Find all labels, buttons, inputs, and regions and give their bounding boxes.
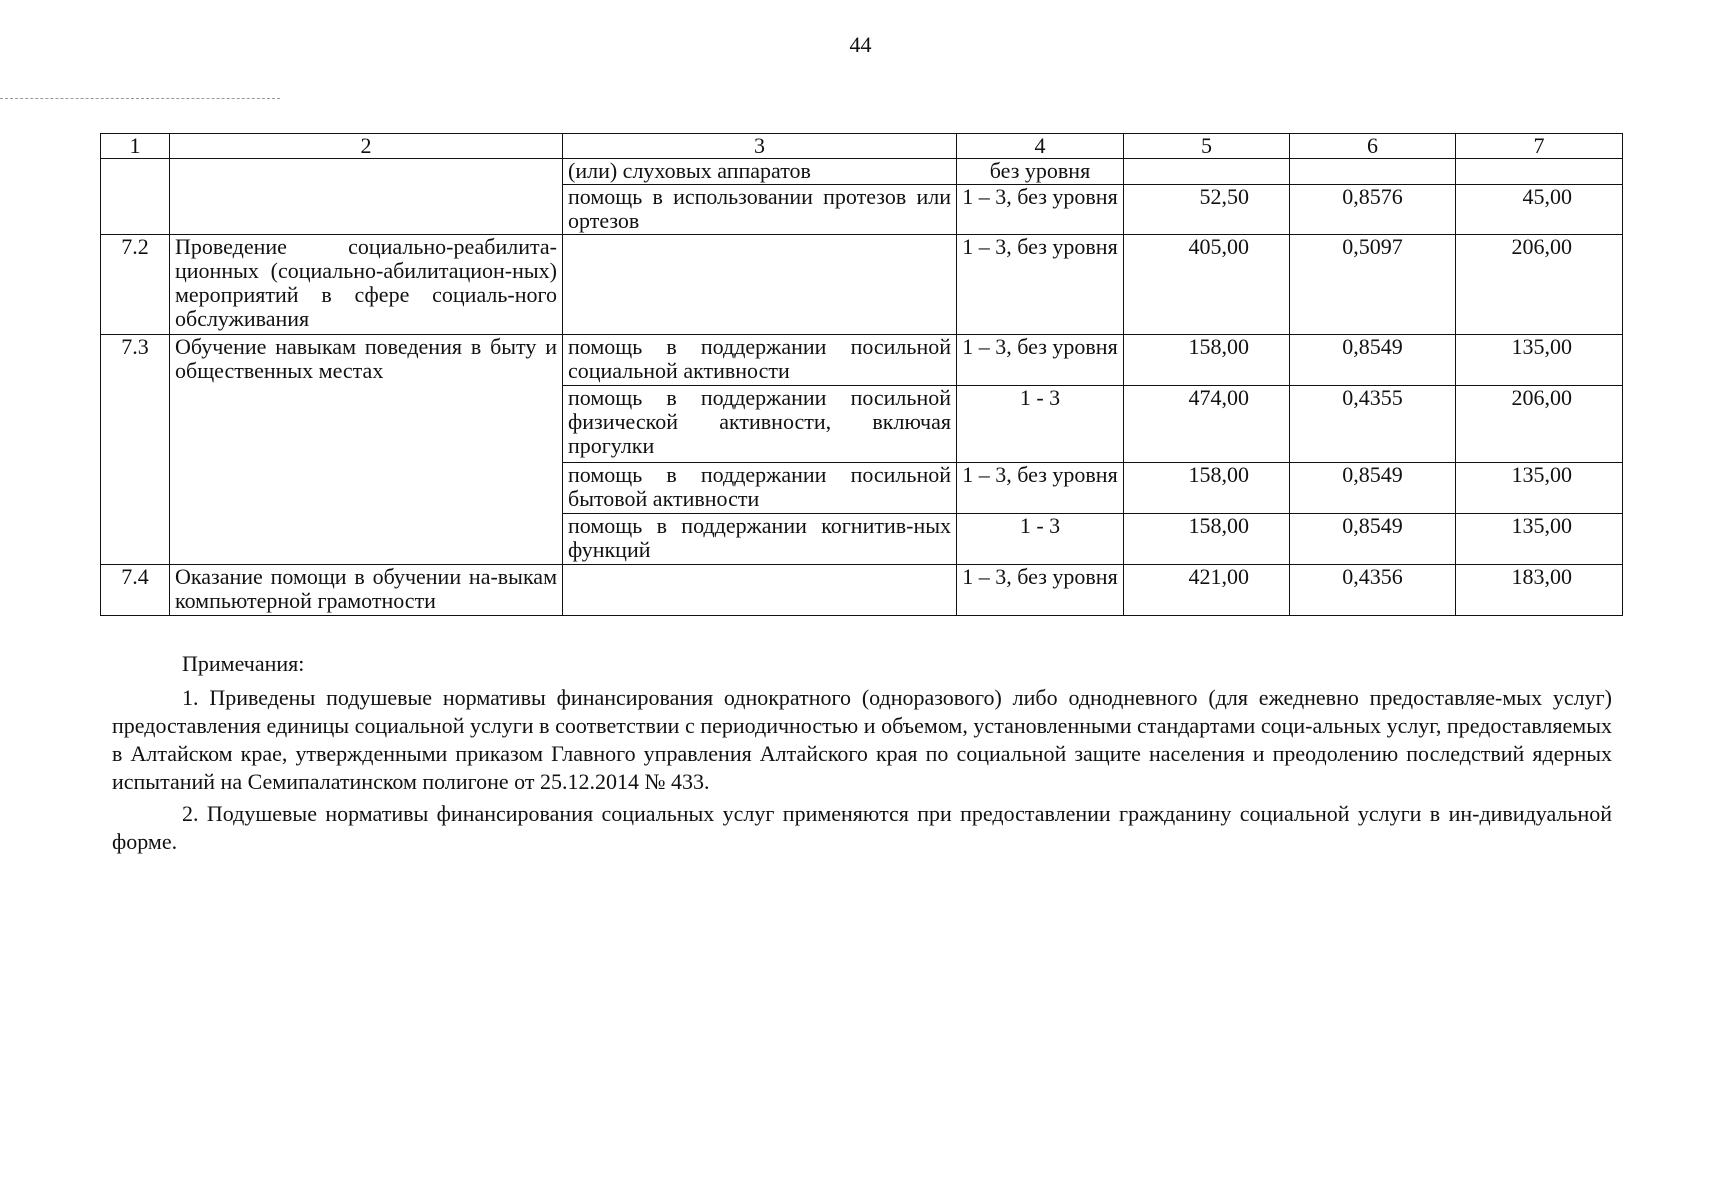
service-cell: помощь в поддержании посильной социальной активности	[563, 335, 957, 386]
service-cell: помощь в поддержании посильной бытовой активности	[563, 463, 957, 514]
item-name-cell: Оказание помощи в обучении на-выкам компьютерной грамотности	[170, 565, 563, 616]
item-number-cell: 7.2	[101, 235, 170, 335]
column-header-3: 3	[563, 134, 957, 159]
item-name-cell: Проведение социально-реабилита-ционных (социально-абилитацион-ных) мероприятий в сфере социаль-ного обслуживания	[170, 235, 563, 335]
value-col6-cell: 0,4356	[1290, 565, 1456, 616]
value-col5-cell: 158,00	[1124, 463, 1290, 514]
column-header-6: 6	[1290, 134, 1456, 159]
level-cell: 1 – 3, без уровня	[957, 463, 1124, 514]
page-number: 44	[849, 32, 872, 57]
value-col7-cell: 135,00	[1456, 463, 1623, 514]
value-col6-cell: 0,8549	[1290, 463, 1456, 514]
level-cell: 1 – 3, без уровня	[957, 185, 1124, 235]
column-header-5: 5	[1124, 134, 1290, 159]
level-cell: без уровня	[957, 159, 1124, 185]
item-name-cell	[170, 159, 563, 235]
value-col6-cell: 0,5097	[1290, 235, 1456, 335]
item-name-cell: Обучение навыкам поведения в быту и общественных местах	[170, 335, 563, 565]
notes-section	[112, 650, 1612, 860]
value-col6-cell: 0,8576	[1290, 185, 1456, 235]
value-col5-cell: 421,00	[1124, 565, 1290, 616]
column-header-2: 2	[170, 134, 563, 159]
financing-norms-table	[100, 133, 1623, 616]
service-cell: помощь в поддержании когнитив-ных функций	[563, 514, 957, 565]
service-cell: (или) слуховых аппаратов	[563, 159, 957, 185]
item-number-cell: 7.4	[101, 565, 170, 616]
service-cell: помощь в поддержании посильной физической активности, включая прогулки	[563, 386, 957, 463]
value-col7-cell	[1456, 159, 1623, 185]
item-number-cell: 7.3	[101, 335, 170, 565]
table-row	[101, 565, 1623, 616]
scan-artifact-line	[0, 98, 280, 99]
value-col7-cell: 45,00	[1456, 185, 1623, 235]
column-header-7: 7	[1456, 134, 1623, 159]
value-col6-cell: 0,8549	[1290, 514, 1456, 565]
service-cell: помощь в использовании протезов или ортезов	[563, 185, 957, 235]
value-col6-cell: 0,8549	[1290, 335, 1456, 386]
table-row	[101, 159, 1623, 185]
table-row	[101, 335, 1623, 386]
value-col5-cell: 158,00	[1124, 514, 1290, 565]
table-row	[101, 235, 1623, 335]
note-paragraph-1: 1. Приведены подушевые нормативы финансирования однократного (одноразового) либо однодневного (для ежедневно предоставляе-мых услуг) предоставления единицы социальной услуги в соответствии с периодичностью и объемом, установленными стандартами соци-альных услуг, предоставляемых в Алтайском крае, утвержденными приказом Главного управления Алтайского края по социальной защите населения и преодолению последствий ядерных испытаний на Семипалатинском полигоне от 25.12.2014 № 433.	[112, 685, 1612, 794]
value-col6-cell: 0,4355	[1290, 386, 1456, 463]
value-col7-cell: 135,00	[1456, 514, 1623, 565]
level-cell: 1 - 3	[957, 386, 1124, 463]
level-cell: 1 - 3	[957, 514, 1124, 565]
value-col5-cell: 158,00	[1124, 335, 1290, 386]
value-col5-cell: 474,00	[1124, 386, 1290, 463]
column-header-4: 4	[957, 134, 1124, 159]
value-col7-cell: 183,00	[1456, 565, 1623, 616]
note-paragraph-2: 2. Подушевые нормативы финансирования социальных услуг применяются при предоставлении гражданину социальной услуги в ин-дивидуальной форме.	[112, 801, 1612, 854]
value-col5-cell	[1124, 159, 1290, 185]
item-number-cell	[101, 159, 170, 235]
service-cell	[563, 565, 957, 616]
value-col6-cell	[1290, 159, 1456, 185]
service-cell	[563, 235, 957, 335]
value-col7-cell: 135,00	[1456, 335, 1623, 386]
level-cell: 1 – 3, без уровня	[957, 565, 1124, 616]
value-col5-cell: 52,50	[1124, 185, 1290, 235]
column-header-1: 1	[101, 134, 170, 159]
value-col7-cell: 206,00	[1456, 235, 1623, 335]
notes-heading: Примечания:	[182, 651, 305, 676]
value-col5-cell: 405,00	[1124, 235, 1290, 335]
level-cell: 1 – 3, без уровня	[957, 235, 1124, 335]
level-cell: 1 – 3, без уровня	[957, 335, 1124, 386]
table-header-row	[101, 134, 1623, 159]
value-col7-cell: 206,00	[1456, 386, 1623, 463]
